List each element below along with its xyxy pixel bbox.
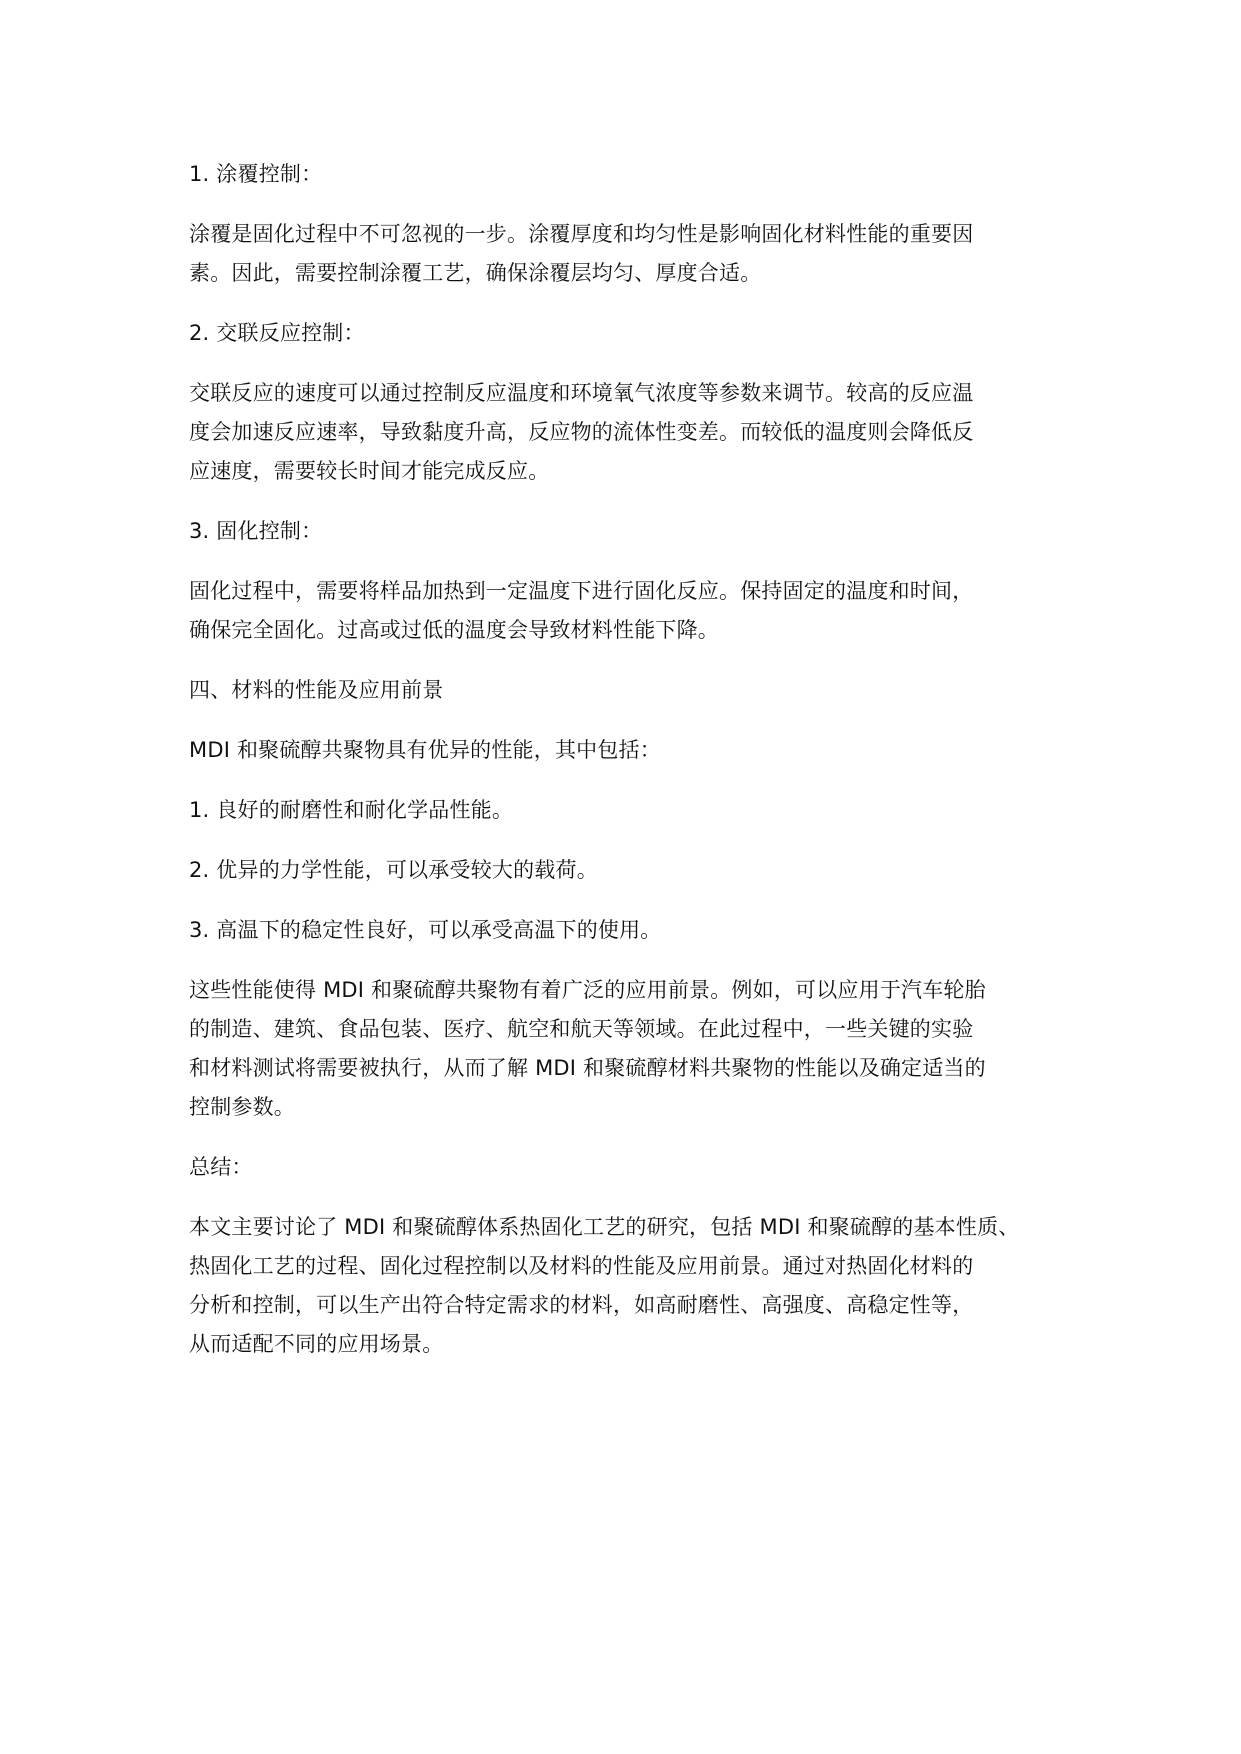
paragraph-coating: 涂覆是固化过程中不可忽视的一步。涂覆厚度和均匀性是影响固化材料性能的重要因 素。因此，需要控制涂覆工艺，确保涂覆层均匀、厚度合适。 [189,222,974,285]
list-item-mechanical: 2. 优异的力学性能，可以承受较大的载荷。 [189,858,598,882]
paragraph-crosslink: 交联反应的速度可以通过控制反应温度和环境氧气浓度等参数来调节。较高的反应温 度会加速反应速率，导致黏度升高，反应物的流体性变差。而较低的温度则会降低反 应速度，需要较长时间才能完成反应。 [189,381,974,483]
paragraph-performance-intro: MDI 和聚硫醇共聚物具有优异的性能，其中包括： [189,738,661,762]
list-item-thermal-stability: 3. 高温下的稳定性良好，可以承受高温下的使用。 [189,918,662,942]
paragraph-curing: 固化过程中，需要将样品加热到一定温度下进行固化反应。保持固定的温度和时间， 确保完全固化。过高或过低的温度会导致材料性能下降。 [189,579,974,642]
heading-coating-control: 1. 涂覆控制： [189,162,323,186]
heading-curing-control: 3. 固化控制： [189,519,323,543]
heading-crosslink-control: 2. 交联反应控制： [189,321,365,345]
paragraph-applications: 这些性能使得 MDI 和聚硫醇共聚物有着广泛的应用前景。例如，可以应用于汽车轮胎 的制造、建筑、食品包装、医疗、航空和航天等领域。在此过程中，一些关键的实验 和材料测试将需要被执行，从而了解 MDI 和聚硫醇材料共聚物的性能以及确定适当的 控制参数。 [189,978,986,1119]
heading-summary: 总结： [189,1155,253,1179]
paragraph-summary: 本文主要讨论了 MDI 和聚硫醇体系热固化工艺的研究，包括 MDI 和聚硫醇的基本性质、 热固化工艺的过程、固化过程控制以及材料的性能及应用前景。通过对热固化材料的 分析和控制，可以生产出符合特定需求的材料，如高耐磨性、高强度、高稳定性等， 从而适配不同的应用场景。 [189,1215,1020,1356]
section-heading-performance: 四、材料的性能及应用前景 [189,678,444,702]
list-item-wear-resistance: 1. 良好的耐磨性和耐化学品性能。 [189,798,514,822]
document-body [189,155,1079,1364]
